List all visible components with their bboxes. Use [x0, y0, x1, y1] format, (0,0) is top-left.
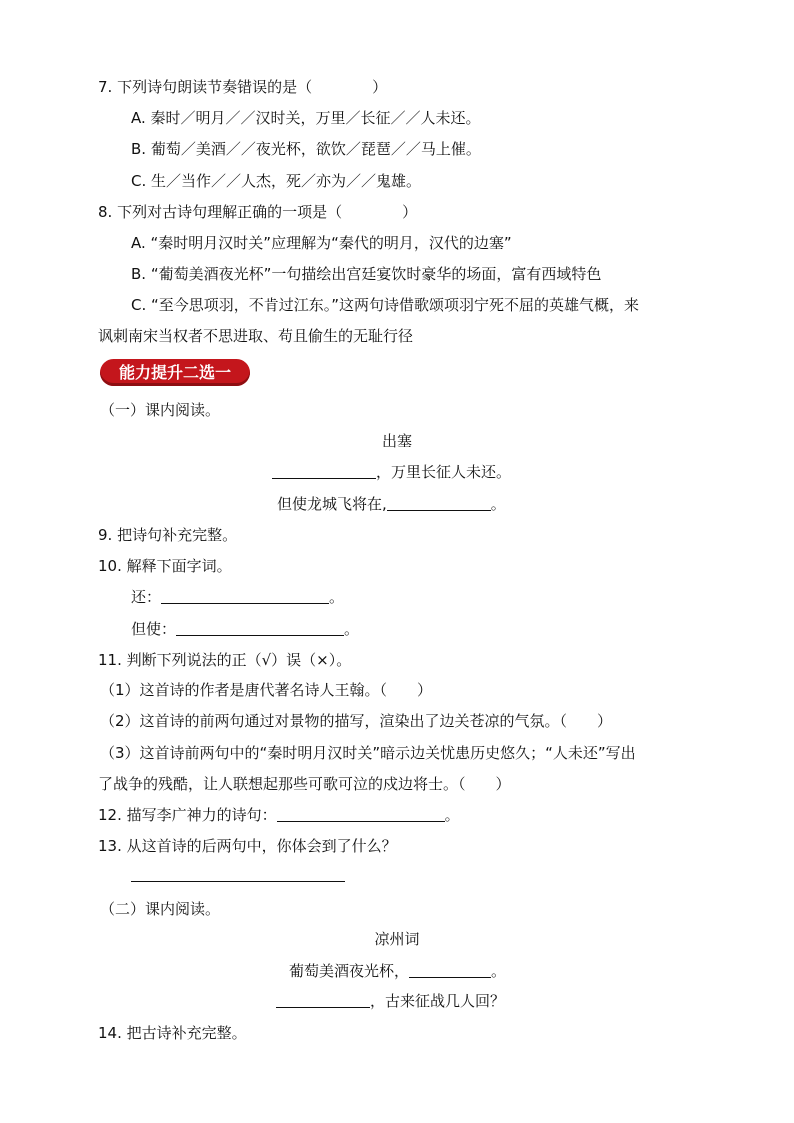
- q11-stem: 11. 判断下列说法的正（√）误（×）。: [98, 651, 352, 669]
- word-label: 还：: [131, 588, 162, 606]
- period: 。: [344, 620, 360, 638]
- q10-item-huan: [131, 587, 344, 607]
- q7-option-a: A. 秦时／明月／／汉时关，万里／长征／／人未还。: [131, 109, 481, 127]
- period: 。: [444, 806, 460, 824]
- q10-item-danshi: [131, 619, 359, 639]
- q14-stem: 14. 把古诗补充完整。: [98, 1024, 247, 1042]
- period: 。: [329, 588, 345, 606]
- q7-option-c: C. 生／当作／／人杰，死／亦为／／鬼雄。: [131, 172, 422, 190]
- fill-blank[interactable]: [409, 962, 491, 978]
- q11-statement-3-continued: 了战争的残酷，让人联想起那些可歌可泣的戍边将士。（ ）: [98, 775, 511, 793]
- poem-text: 。: [491, 962, 507, 980]
- word-label: 但使：: [131, 620, 177, 638]
- q11-statement-1: （1）这首诗的作者是唐代著名诗人王翰。（ ）: [100, 681, 433, 699]
- answer-blank[interactable]: [161, 588, 329, 604]
- q7-option-b: B. 葡萄／美酒／／夜光杯，欲饮／琵琶／／马上催。: [131, 140, 481, 158]
- part2-poem-line1: [289, 961, 506, 981]
- q7-stem: 7. 下列诗句朗读节奏错误的是（ ）: [98, 78, 388, 96]
- section-badge: 能力提升二选一: [100, 359, 250, 386]
- part1-poem-title: 出塞: [381, 432, 412, 450]
- poem-text: 葡萄美酒夜光杯，: [289, 962, 410, 980]
- fill-blank[interactable]: [387, 495, 491, 511]
- q11-statement-3: （3）这首诗前两句中的“秦时明月汉时关”暗示边关忧患历史悠久；“人未还”写出: [100, 744, 636, 762]
- fill-blank[interactable]: [276, 992, 370, 1008]
- q13-answer-line[interactable]: [131, 881, 345, 882]
- answer-blank[interactable]: [176, 620, 344, 636]
- q9-stem: 9. 把诗句补充完整。: [98, 526, 238, 544]
- part1-poem-line2: [277, 494, 506, 514]
- fill-blank[interactable]: [272, 463, 376, 479]
- q8-option-a: A. “秦时明月汉时关”应理解为“秦代的明月，汉代的边塞”: [131, 234, 512, 252]
- q8-stem: 8. 下列对古诗句理解正确的一项是（ ）: [98, 203, 418, 221]
- q13-stem: 13. 从这首诗的后两句中，你体会到了什么？: [98, 837, 397, 855]
- q8-option-c-continued: 讽刺南宋当权者不思进取、苟且偷生的无耻行径: [98, 327, 414, 345]
- q12-stem: 12. 描写李广神力的诗句：: [98, 806, 277, 824]
- poem-text: 但使龙城飞将在,: [277, 495, 387, 513]
- part1-poem-line1: [272, 462, 511, 482]
- q11-statement-2: （2）这首诗的前两句通过对景物的描写，渲染出了边关苍凉的气氛。（ ）: [100, 712, 613, 730]
- answer-blank[interactable]: [277, 806, 445, 822]
- part1-heading: （一）课内阅读。: [100, 401, 221, 419]
- part2-poem-title: 凉州词: [374, 930, 420, 948]
- poem-text: ，古来征战几人回？: [370, 992, 506, 1010]
- q10-stem: 10. 解释下面字词。: [98, 557, 232, 575]
- q12: [98, 805, 460, 825]
- part2-heading: （二）课内阅读。: [100, 900, 221, 918]
- q8-option-b: B. “葡萄美酒夜光杯”一句描绘出宫廷宴饮时豪华的场面，富有西域特色: [131, 265, 602, 283]
- part2-poem-line2: [276, 991, 505, 1011]
- q8-option-c: C. “至今思项羽，不肯过江东。”这两句诗借歌颂项羽宁死不屈的英雄气概，来: [131, 296, 640, 314]
- poem-text: 。: [490, 495, 506, 513]
- poem-text: ，万里长征人未还。: [376, 463, 512, 481]
